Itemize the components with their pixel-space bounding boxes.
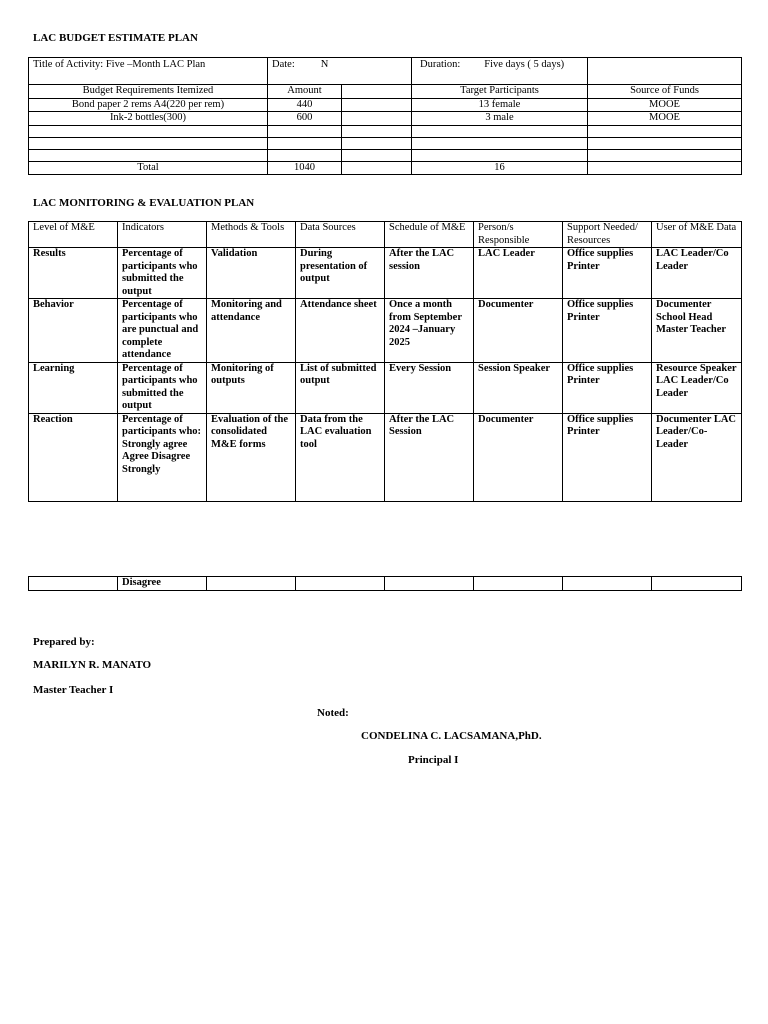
col-header: Budget Requirements Itemized <box>29 85 268 99</box>
col-header: Amount <box>268 85 342 99</box>
blank-cell <box>588 161 742 175</box>
col-header: Methods & Tools <box>207 222 296 248</box>
blank-cell <box>342 161 412 175</box>
budget-amount: 600 <box>268 112 342 126</box>
date-cell <box>268 58 412 85</box>
date-label: Date: <box>272 59 295 70</box>
table-row <box>29 149 742 161</box>
table-row <box>29 299 742 363</box>
me-column-headers <box>29 222 742 248</box>
budget-table <box>28 57 742 175</box>
duration-value: Five days ( 5 days) <box>484 59 565 70</box>
total-amount: 1040 <box>268 161 342 175</box>
noted-title: Principal I <box>408 754 459 766</box>
budget-participants: 13 female <box>412 98 588 112</box>
me-sources: Data from the LAC evaluation tool <box>296 413 385 501</box>
me-level: Learning <box>29 362 118 413</box>
blank-cell <box>342 85 412 99</box>
col-header: Target Participants <box>412 85 588 99</box>
me-user: Documenter LAC Leader/Co-Leader <box>652 413 742 501</box>
me-methods: Monitoring and attendance <box>207 299 296 363</box>
me-methods: Evaluation of the consolidated M&E forms <box>207 413 296 501</box>
prepared-label: Prepared by: <box>33 636 95 648</box>
budget-title-row <box>29 58 742 85</box>
noted-name: CONDELINA C. LACSAMANA,PhD. <box>361 730 542 742</box>
budget-amount: 440 <box>268 98 342 112</box>
me-heading: LAC MONITORING & EVALUATION PLAN <box>33 197 255 209</box>
me-person: Session Speaker <box>474 362 563 413</box>
me-level: Behavior <box>29 299 118 363</box>
table-row <box>29 125 742 137</box>
prepared-title: Master Teacher I <box>33 684 114 696</box>
table-row <box>29 577 742 591</box>
col-header: Source of Funds <box>588 85 742 99</box>
table-row <box>29 98 742 112</box>
blank-cell <box>342 98 412 112</box>
me-support: Office supplies Printer <box>563 248 652 299</box>
me-person: LAC Leader <box>474 248 563 299</box>
budget-total-row <box>29 161 742 175</box>
me-schedule: Every Session <box>385 362 474 413</box>
me-sources: During presentation of output <box>296 248 385 299</box>
budget-source: MOOE <box>588 98 742 112</box>
me-schedule: Once a month from September 2024 –January 2025 <box>385 299 474 363</box>
budget-heading: LAC BUDGET ESTIMATE PLAN <box>33 32 198 44</box>
activity-title: Title of Activity: Five –Month LAC Plan <box>29 58 268 85</box>
col-header: Indicators <box>118 222 207 248</box>
col-header: Data Sources <box>296 222 385 248</box>
me-indicators: Percentage of participants who submitted the output <box>118 248 207 299</box>
noted-label: Noted: <box>317 707 349 719</box>
me-user: LAC Leader/Co Leader <box>652 248 742 299</box>
me-sources: List of submitted output <box>296 362 385 413</box>
me-support: Office supplies Printer <box>563 362 652 413</box>
me-indicators: Percentage of participants who submitted the output <box>118 362 207 413</box>
budget-item: Bond paper 2 rems A4(220 per rem) <box>29 98 268 112</box>
table-row <box>29 248 742 299</box>
budget-source: MOOE <box>588 112 742 126</box>
col-header: Schedule of M&E <box>385 222 474 248</box>
me-indicators: Percentage of participants who: Strongly agree Agree Disagree Strongly <box>118 413 207 501</box>
table-row <box>29 112 742 126</box>
me-table-continued <box>28 576 742 591</box>
me-level: Results <box>29 248 118 299</box>
me-indicators: Percentage of participants who are punctual and complete attendance <box>118 299 207 363</box>
me-indicators-continued: Disagree <box>118 577 207 591</box>
col-header: Level of M&E <box>29 222 118 248</box>
col-header: User of M&E Data <box>652 222 742 248</box>
col-header: Support Needed/ Resources <box>563 222 652 248</box>
me-schedule: After the LAC session <box>385 248 474 299</box>
duration-cell <box>412 58 588 85</box>
me-person: Documenter <box>474 413 563 501</box>
table-row <box>29 137 742 149</box>
me-support: Office supplies Printer <box>563 413 652 501</box>
table-row <box>29 362 742 413</box>
blank-cell <box>588 58 742 85</box>
budget-column-headers <box>29 85 742 99</box>
me-methods: Validation <box>207 248 296 299</box>
date-value: N <box>320 59 329 70</box>
budget-participants: 3 male <box>412 112 588 126</box>
me-support: Office supplies Printer <box>563 299 652 363</box>
me-sources: Attendance sheet <box>296 299 385 363</box>
me-user: Resource Speaker LAC Leader/Co Leader <box>652 362 742 413</box>
prepared-name: MARILYN R. MANATO <box>33 659 152 671</box>
total-label: Total <box>29 161 268 175</box>
duration-label: Duration: <box>420 59 461 70</box>
budget-item: Ink-2 bottles(300) <box>29 112 268 126</box>
me-level: Reaction <box>29 413 118 501</box>
col-header: Person/s Responsible <box>474 222 563 248</box>
blank-cell <box>342 112 412 126</box>
table-row <box>29 413 742 501</box>
me-user: Documenter School Head Master Teacher <box>652 299 742 363</box>
me-schedule: After the LAC Session <box>385 413 474 501</box>
total-participants: 16 <box>412 161 588 175</box>
me-table <box>28 221 742 502</box>
me-person: Documenter <box>474 299 563 363</box>
me-methods: Monitoring of outputs <box>207 362 296 413</box>
